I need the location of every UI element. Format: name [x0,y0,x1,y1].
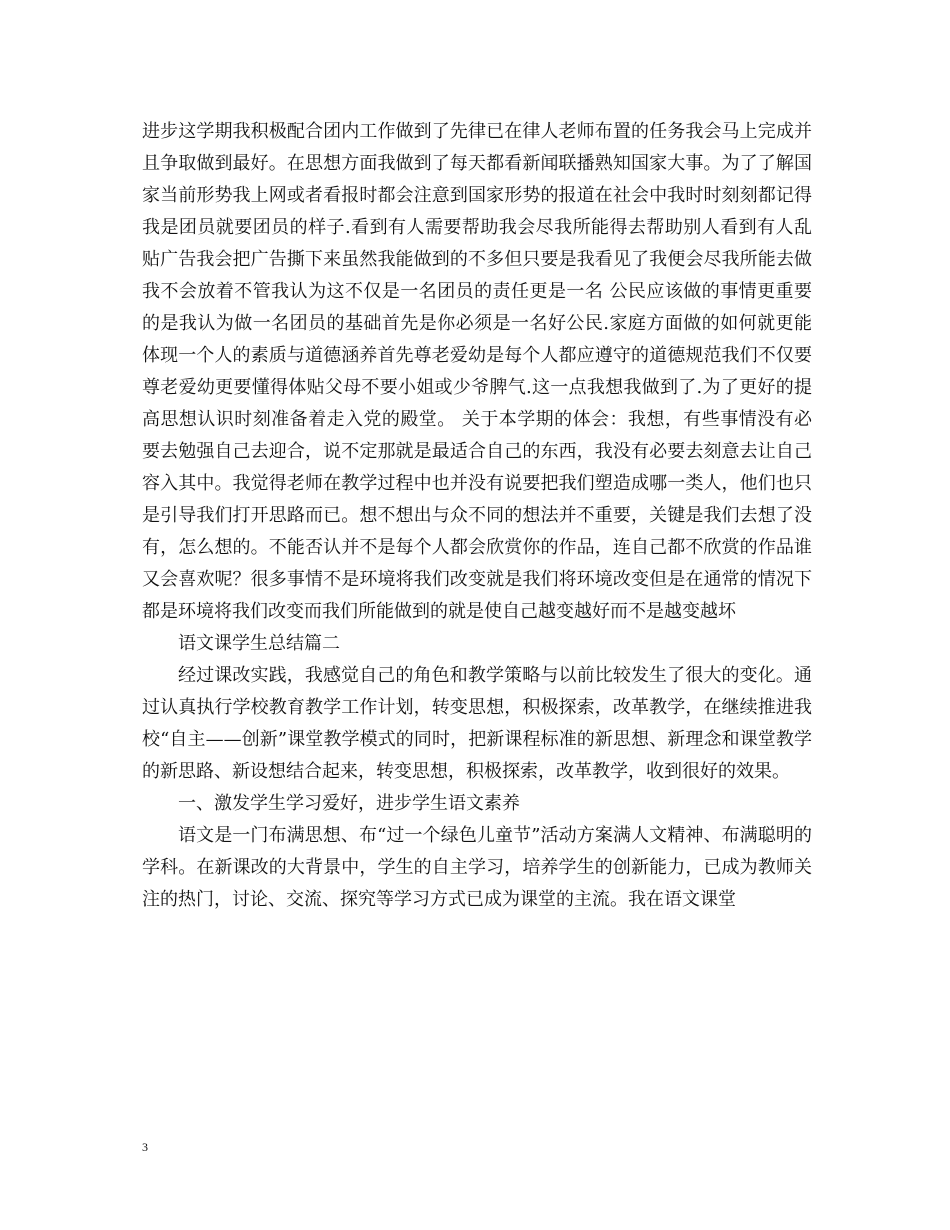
paragraph-continued-reflection: 进步这学期我积极配合团内工作做到了先律已在律人老师布置的任务我会马上完成并且争取做到最好。在思想方面我做到了每天都看新闻联播熟知国家大事。为了了解国家当前形势我上网或者看报时都会注意到国家形势的报道在社会中我时时刻刻都记得我是团员就要团员的样子.看到有人需要帮助我会尽我所能得去帮助别人看到有人乱贴广告我会把广告撕下来虽然我能做到的不多但只要是我看见了我便会尽我所能去做我不会放着不管我认为这不仅是一名团员的责任更是一名 公民应该做的事情更重要的是我认为做一名团员的基础首先是你必须是一名好公民.家庭方面做的如何就更能体现一个人的素质与道德涵养首先尊老爱幼是每个人都应遵守的道德规范我们不仅要尊老爱幼更要懂得体贴父母不要小姐或少爷脾气.这一点我想我做到了.为了更好的提高思想认识时刻准备着走入党的殿堂。 关于本学期的体会：我想，有些事情没有必要去勉强自己去迎合，说不定那就是最适合自己的东西，我没有必要去刻意去让自己容入其中。我觉得老师在教学过程中也并没有说要把我们塑造成哪一类人，他们也只是引导我们打开思路而已。想不想出与众不同的想法并不重要，关键是我们去想了没有，怎么想的。不能否认并不是每个人都会欣赏你的作品，连自己都不欣赏的作品谁又会喜欢呢？很多事情不是环境将我们改变就是我们将环境改变但是在通常的情况下都是环境将我们改变而我们所能做到的就是使自己越变越好而不是越变越坏 [142,121,812,622]
section-heading-part-two: 语文课学生总结篇二 [178,633,340,654]
document-body [142,116,812,916]
paragraph-curriculum-reform: 经过课改实践，我感觉自己的角色和教学策略与以前比较发生了很大的变化。通过认真执行学校教育教学工作计划，转变思想，积极探索，改革教学，在继续推进我校“自主——创新”课堂教学模式的同时，把新课程标准的新思想、新理念和课堂教学的新思路、新设想结合起来，转变思想，积极探索，改革教学，收到很好的效果。 [142,665,812,782]
paragraph-chinese-subject: 语文是一门布满思想、布“过一个绿色儿童节”活动方案满人文精神、布满聪明的学科。在新课改的大背景中，学生的自主学习，培养学生的创新能力，已成为教师关注的热门，讨论、交流、探究等学习方式已成为课堂的主流。我在语文课堂 [142,825,812,910]
page-number: 3 [142,1140,148,1154]
subheading-stimulate-interest: 一、激发学生学习爱好，进步学生语文素养 [178,793,520,814]
